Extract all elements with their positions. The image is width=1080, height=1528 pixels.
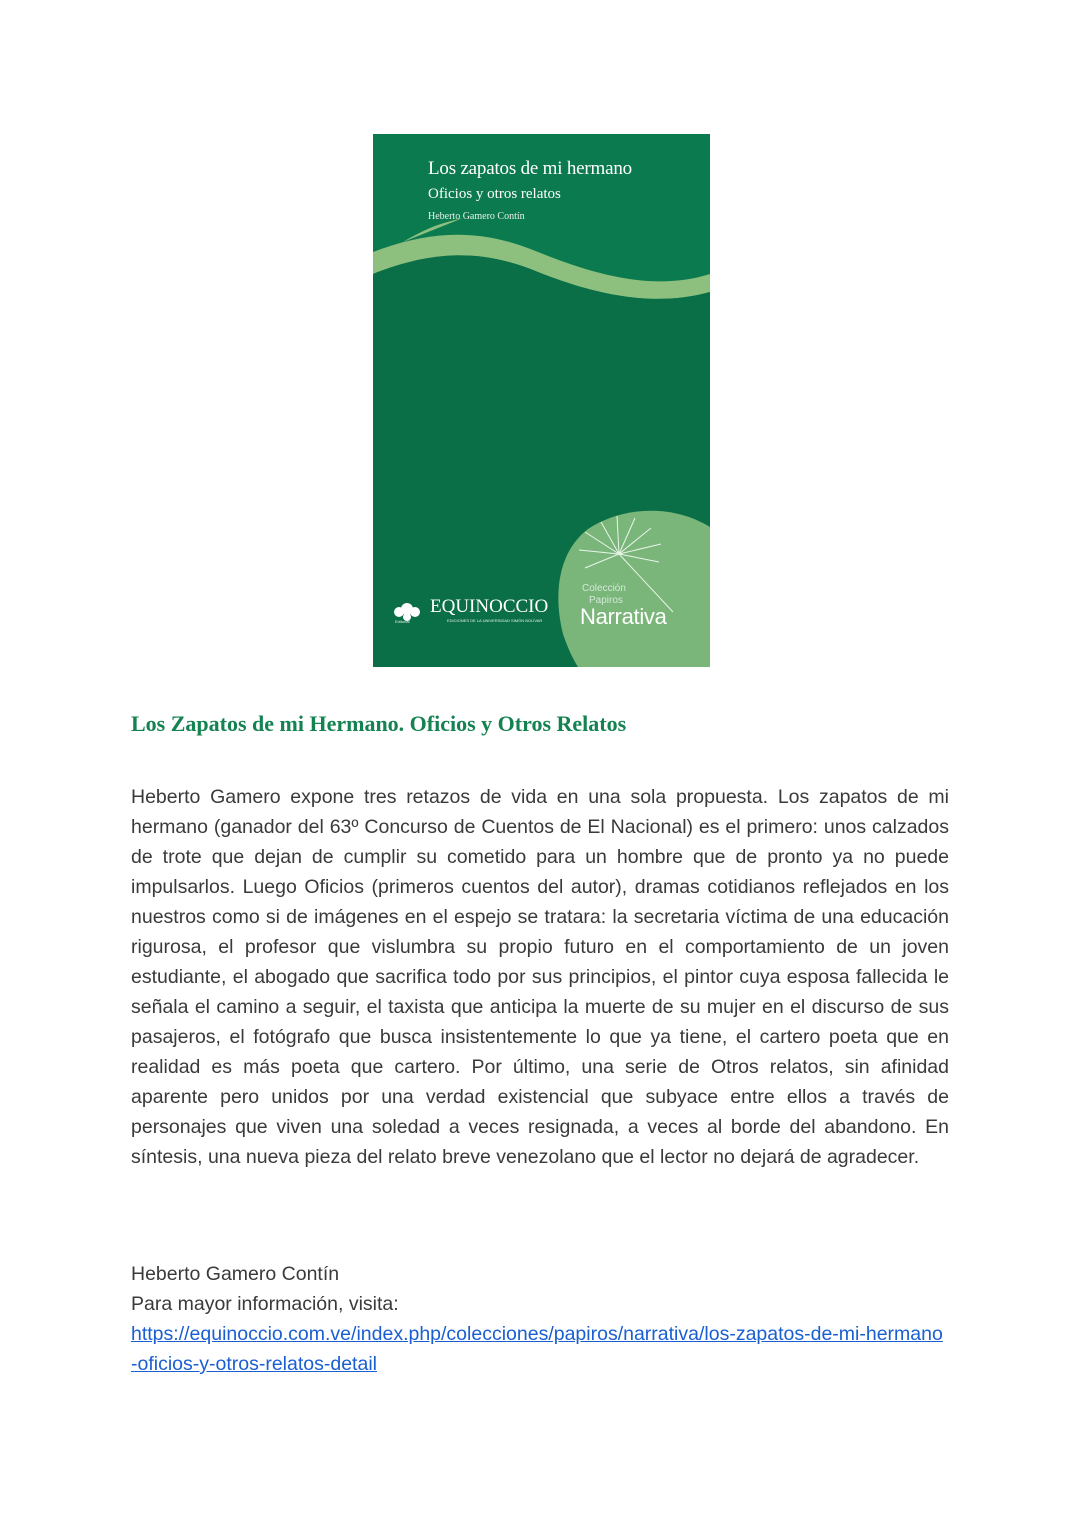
cover-title: Los zapatos de mi hermano: [428, 158, 632, 179]
publisher-logo: [395, 592, 549, 628]
collection-label: Colección: [582, 583, 626, 594]
publisher-sub: Editorial: [395, 619, 410, 624]
page-title: Los Zapatos de mi Hermano. Oficios y Otros Relatos: [131, 711, 627, 736]
info-label: Para mayor información, visita:: [131, 1293, 399, 1315]
publisher-tagline: EDICIONES DE LA UNIVERSIDAD SIMÓN BOLÍVAR: [447, 618, 543, 623]
more-info-link[interactable]: https://equinoccio.com.ve/index.php/colecciones/papiros/narrativa/los-zapatos-de-mi-hermano-oficios-y-otros-relatos-detail: [131, 1323, 943, 1375]
collection-series: Papiros: [589, 595, 623, 606]
cover-author: Heberto Gamero Contín: [428, 211, 525, 222]
cover-subtitle: Oficios y otros relatos: [428, 186, 561, 202]
book-description: Heberto Gamero expone tres retazos de vida en una sola propuesta. Los zapatos de mi hermano (ganador del 63º Concurso de Cuentos de El Nacional) es el primero: unos calzados de trote que dejan de cumplir su cometido para un hombre que de pronto ya no puede impulsarlos. Luego Oficios (primeros cuentos del autor), dramas cotidianos reflejados en los nuestros como si de imágenes en el espejo se tratara: la secretaria víctima de una educación rigurosa, el profesor que vislumbra su propio futuro en el comportamiento de un joven estudiante, el abogado que sacrifica todo por sus principios, el pintor cuya esposa fallecida le señala el camino a seguir, el taxista que anticipa la muerte de su mujer en el discurso de sus pasajeros, el fotógrafo que busca insistentemente lo que ya tiene, el cartero poeta que en realidad es más poeta que cartero. Por último, una serie de Otros relatos, sin afinidad aparente pero unidos por una verdad existencial que subyace entre ellos a través de personajes que viven una soledad a veces resignada, a veces al borde del abandono. En síntesis, una nueva pieza del relato breve venezolano que el lector no dejará de agradecer.: [131, 786, 949, 1168]
collection-name: Narrativa: [580, 604, 667, 629]
book-cover: [373, 134, 710, 667]
author-signature: Heberto Gamero Contín: [131, 1263, 340, 1285]
publisher-name: EQUINOCCIO: [430, 596, 549, 617]
cover-artwork: [373, 134, 710, 667]
